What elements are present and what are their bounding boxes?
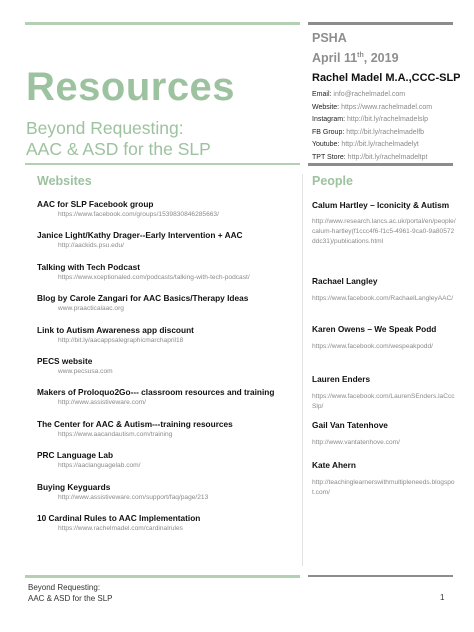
site-link[interactable]: https://www.xceptionaled.com/podcasts/talking-with-tech-podcast/ [58,273,250,281]
event-date-main: April 11 [312,51,358,66]
site-link[interactable]: http://aackids.psu.edu/ [58,242,124,250]
person-name: Lauren Enders [312,374,371,384]
subtitle-line-2: AAC & ASD for the SLP [26,139,211,159]
site-link[interactable]: http://www.assistiveware.com/ [58,399,146,407]
site-link[interactable]: https://www.rachelmadel.com/cardinalrules [58,524,183,532]
event-org: PSHA [312,31,347,45]
websites-heading: Websites [37,174,92,188]
site-title: PECS website [37,355,93,366]
site-link[interactable]: https://aaclanguagelab.com/ [58,462,141,470]
person-link[interactable]: https://www.facebook.com/wespeakpodd/ [312,343,433,350]
list-item [37,199,299,230]
person-link[interactable]: http://www.vantatenhove.com/ [312,439,400,446]
people-heading: People [312,174,353,188]
list-item [37,262,299,293]
event-date-suffix: th [357,52,364,59]
column-divider [302,174,303,566]
contact-value[interactable]: info@rachelmadel.com [333,91,406,98]
event-info [312,30,399,67]
list-item [37,356,299,387]
list-item [312,323,457,373]
list-item [37,513,299,544]
site-title: The Center for AAC & Autism---training resources [37,418,233,429]
top-green-rule [25,22,300,25]
person-link[interactable]: https://www.facebook.com/LaurenSEnders.laCccSlp/ [312,393,455,410]
subtitle-line-1: Beyond Requesting: [26,118,184,138]
list-item [312,419,457,459]
page-title: Resources [26,65,236,109]
list-item [37,293,299,324]
contact-value[interactable]: http://bit.ly/rachelmadelslp [347,116,428,123]
footer-text [28,582,112,604]
footer-line-2: AAC & ASD for the SLP [28,594,113,603]
site-link[interactable]: http://www.assistiveware.com/support/faq/page/213 [58,493,209,501]
site-title: Link to Autism Awareness app discount [37,324,194,335]
presenter-name: Rachel Madel M.A.,CCC-SLP [312,72,461,84]
contact-label: Email: [312,91,332,98]
person-name: Kate Ahern [312,460,356,470]
page-subtitle [26,118,211,160]
site-title: Makers of Proloquo2Go--- classroom resources and training [37,387,275,398]
person-link[interactable]: https://www.facebook.com/RachaelLangleyAAC/ [312,295,454,302]
contact-label: FB Group: [312,128,345,136]
list-item [37,230,299,261]
contact-label: TPT Store: [312,153,346,161]
page-number: 1 [440,593,445,602]
bottom-green-rule [25,575,300,578]
list-item [37,387,299,418]
person-name: Calum Hartley – Iconicity & Autism [312,200,450,210]
contact-value[interactable]: https://www.rachelmadel.com [341,103,433,111]
contact-value[interactable]: http://bit.ly/rachelmadelfb [346,128,425,136]
event-date [312,47,399,67]
person-name: Gail Van Tatenhove [312,420,388,430]
site-link[interactable]: https://www.facebook.com/groups/1539830846285663/ [58,211,219,218]
list-item [312,459,457,498]
list-item [37,450,299,481]
contact-list [312,89,462,164]
event-year: , 2019 [363,51,399,66]
person-link[interactable]: http://www.research.lancs.ac.uk/portal/en/people/calum-hartley(f1ccc4f6-f1c5-4961-9ca0-9a80572ddc31)/publications.html [312,218,456,245]
site-link[interactable]: www.praacticalaac.org [58,305,124,313]
mid-green-rule [25,163,300,165]
site-link[interactable]: https://www.aacandautism.com/training [58,430,173,438]
footer-line-1: Beyond Requesting: [28,583,101,592]
contact-fb-group [312,127,462,140]
list-item [37,419,299,450]
person-link[interactable]: http://teachinglearnerswithmultipleneeds.blogspot.com/ [312,479,455,496]
mid-gray-rule [308,163,453,166]
contact-value[interactable]: http://bit.ly/rachelmadelyt [341,141,419,148]
bottom-gray-rule [308,575,453,577]
site-link[interactable]: www.pecsusa.com [58,367,113,375]
site-title: Talking with Tech Podcast [37,261,140,272]
list-item [312,199,457,275]
contact-label: Instagram: [312,116,346,123]
contact-label: Website: [312,103,340,111]
site-title: PRC Language Lab [37,450,114,461]
contact-instagram [312,114,462,127]
site-link[interactable]: http://bit.ly/aacappsalegraphicmarchapril18 [58,336,184,344]
site-title: Buying Keyguards [37,481,111,492]
list-item [312,275,457,323]
contact-website [312,102,462,115]
site-title: 10 Cardinal Rules to AAC Implementation [37,512,201,523]
site-title: Janice Light/Kathy Drager--Early Intervention + AAC [37,230,243,241]
site-title: Blog by Carole Zangari for AAC Basics/Therapy Ideas [37,293,249,304]
list-item [37,325,299,356]
people-list [312,199,457,498]
person-name: Rachael Langley [312,276,378,286]
site-title: AAC for SLP Facebook group [37,199,154,209]
websites-list [37,199,299,544]
list-item [312,373,457,419]
list-item [37,482,299,513]
top-gray-rule [308,22,453,25]
contact-youtube [312,139,462,152]
contact-email [312,89,462,102]
person-name: Karen Owens – We Speak Podd [312,324,437,334]
contact-value[interactable]: http://bit.ly/rachelmadeltpt [347,153,428,161]
contact-label: Youtube: [312,141,340,148]
